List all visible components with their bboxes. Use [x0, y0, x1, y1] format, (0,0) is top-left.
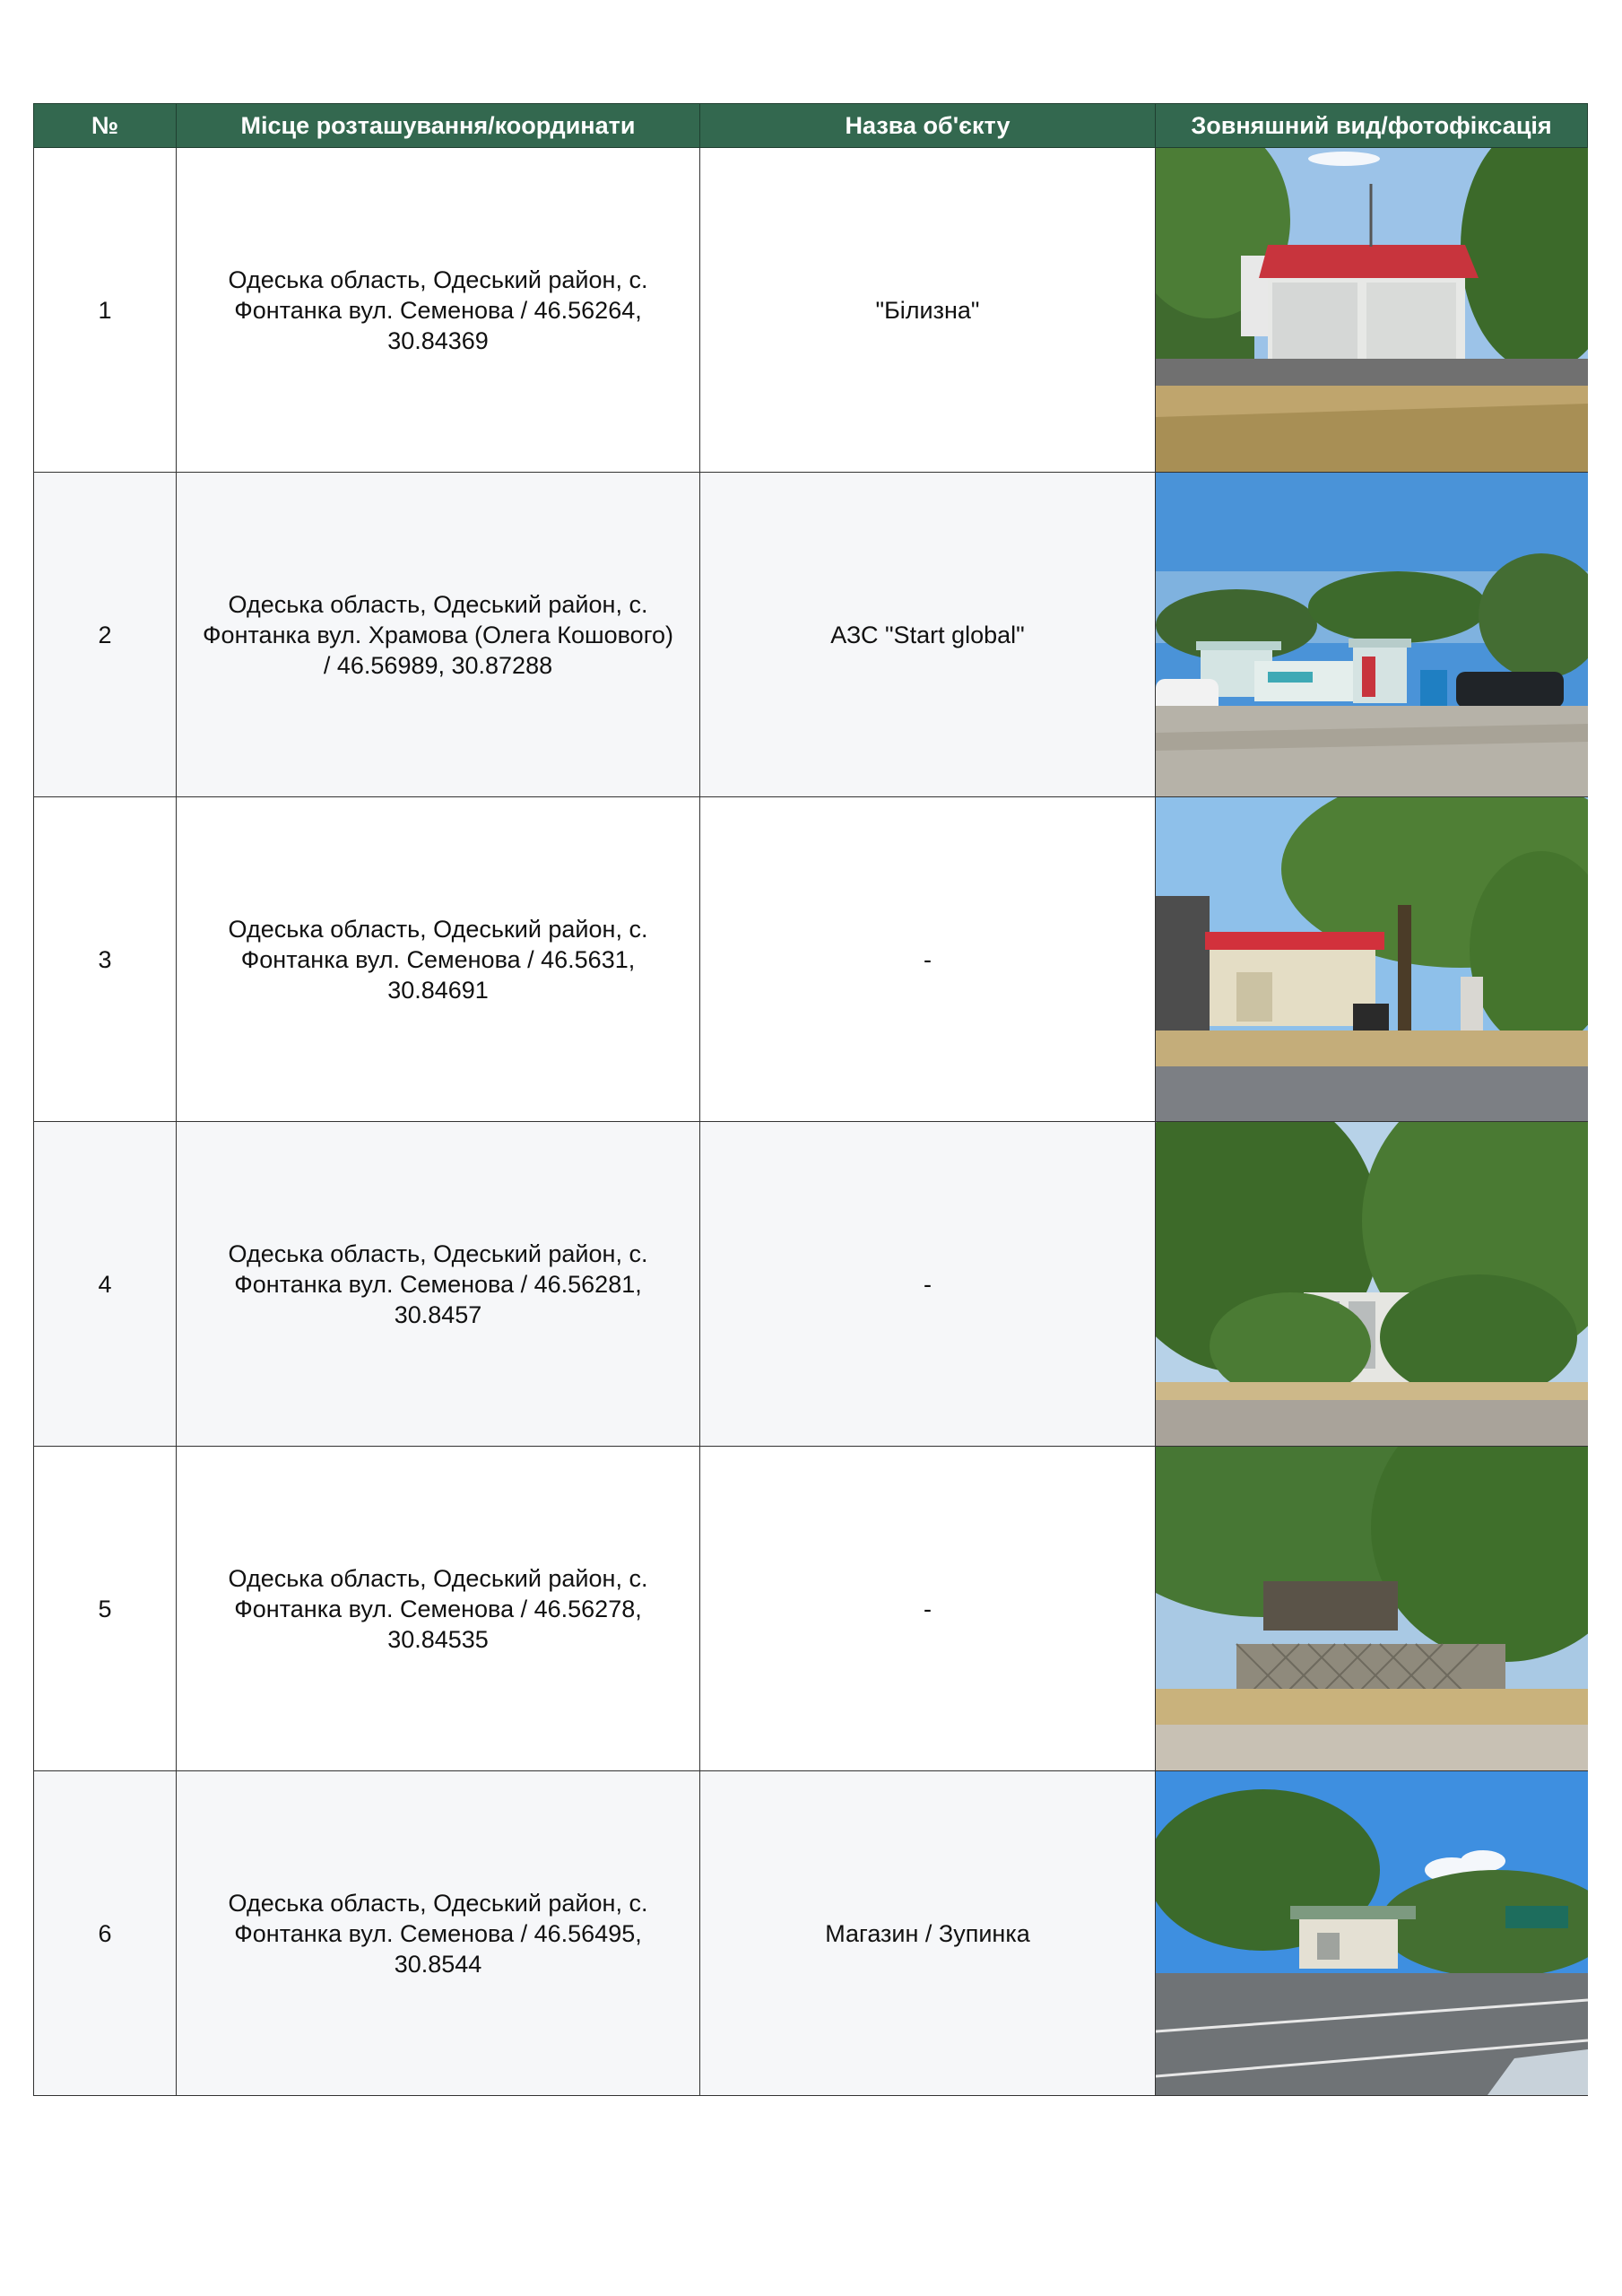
- row-photo: [1156, 1447, 1588, 1771]
- table-row: [34, 797, 1588, 1122]
- row-num: 5: [34, 1447, 177, 1771]
- header-location: Місце розташування/координати: [177, 104, 700, 148]
- row-object-name: -: [700, 1122, 1156, 1447]
- table-row: [34, 1771, 1588, 2096]
- table-header-row: [34, 104, 1588, 148]
- header-photo: Зовняшний вид/фотофіксація: [1156, 104, 1588, 148]
- store-photo: [1156, 797, 1588, 1121]
- row-object-name: Магазин / Зупинка: [700, 1771, 1156, 2096]
- kiosk-photo: [1156, 148, 1588, 472]
- row-location: Одеська область, Одеський район, с. Фонтанка вул. Семенова / 46.5631, 30.84691: [177, 797, 700, 1122]
- gas-station-photo: [1156, 473, 1588, 796]
- row-num: 6: [34, 1771, 177, 2096]
- row-location: Одеська область, Одеський район, с. Фонтанка вул. Семенова / 46.56278, 30.84535: [177, 1447, 700, 1771]
- fenced-lot-photo: [1156, 1447, 1588, 1770]
- row-photo: [1156, 1771, 1588, 2096]
- row-location: Одеська область, Одеський район, с. Фонтанка вул. Храмова (Олега Кошового) / 46.56989, 30.87288: [177, 473, 700, 797]
- row-location: Одеська область, Одеський район, с. Фонтанка вул. Семенова / 46.56264, 30.84369: [177, 148, 700, 473]
- row-photo: [1156, 1122, 1588, 1447]
- table-row: [34, 148, 1588, 473]
- row-location: Одеська область, Одеський район, с. Фонтанка вул. Семенова / 46.56495, 30.8544: [177, 1771, 700, 2096]
- table-row: [34, 1447, 1588, 1771]
- header-name: Назва об'єкту: [700, 104, 1156, 148]
- bus-stop-photo: [1156, 1771, 1588, 2095]
- table-row: [34, 1122, 1588, 1447]
- row-photo: [1156, 148, 1588, 473]
- row-num: 2: [34, 473, 177, 797]
- table-row: [34, 473, 1588, 797]
- row-object-name: "Білизна": [700, 148, 1156, 473]
- objects-table: [33, 103, 1588, 2096]
- row-object-name: АЗС "Start global": [700, 473, 1156, 797]
- row-object-name: -: [700, 797, 1156, 1122]
- header-num: №: [34, 104, 177, 148]
- row-photo: [1156, 797, 1588, 1122]
- document-page: [33, 103, 1587, 2096]
- row-object-name: -: [700, 1447, 1156, 1771]
- row-num: 1: [34, 148, 177, 473]
- row-num: 3: [34, 797, 177, 1122]
- row-photo: [1156, 473, 1588, 797]
- row-num: 4: [34, 1122, 177, 1447]
- overgrown-building-photo: [1156, 1122, 1588, 1446]
- row-location: Одеська область, Одеський район, с. Фонтанка вул. Семенова / 46.56281, 30.8457: [177, 1122, 700, 1447]
